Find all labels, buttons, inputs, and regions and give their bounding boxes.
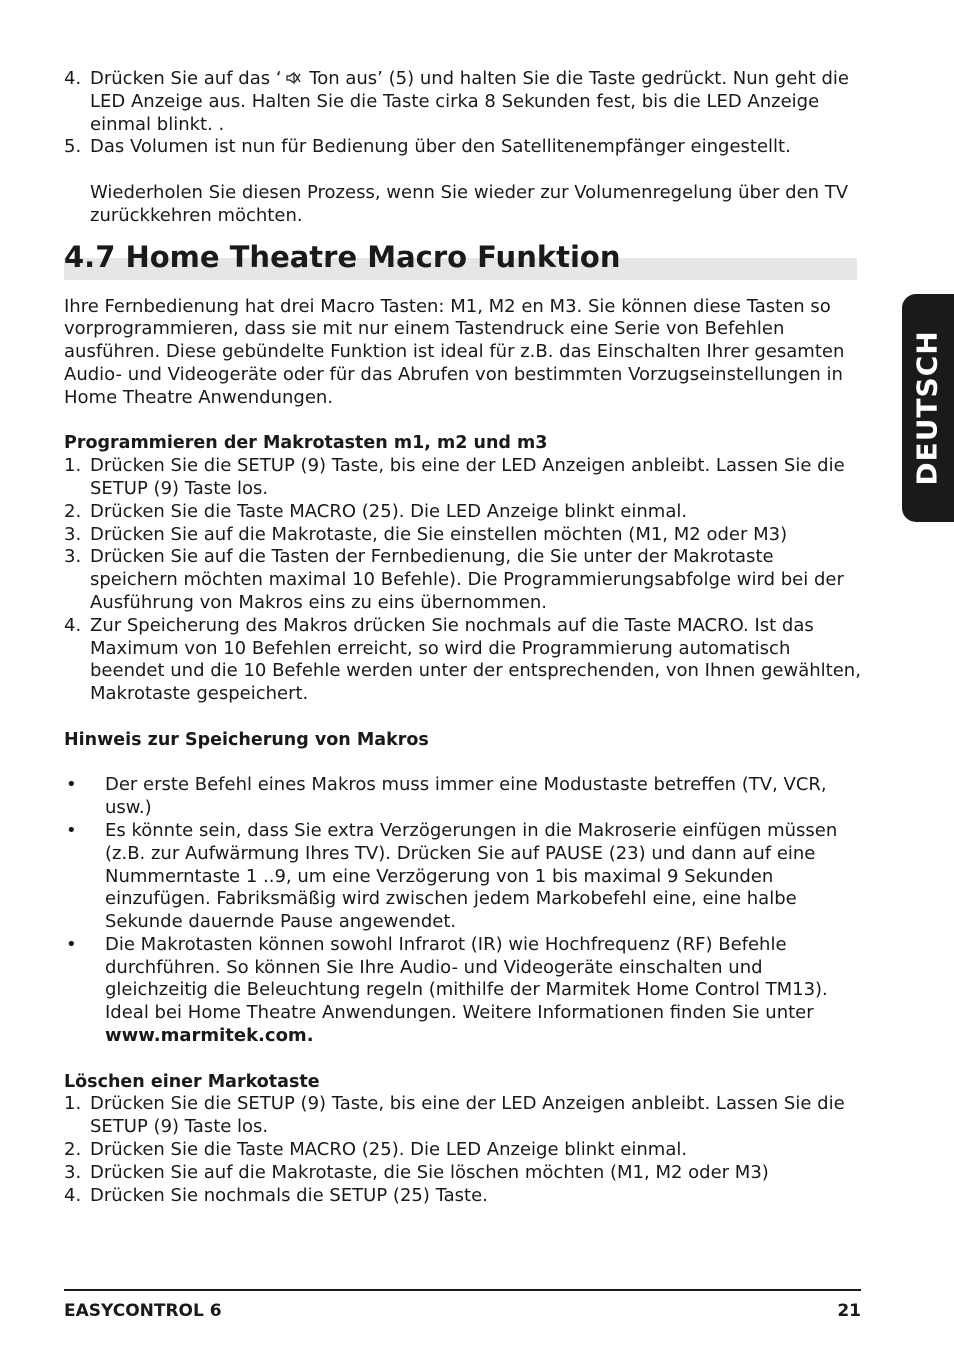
list-item [64,501,864,524]
section-title: 4.7 Home Theatre Macro Funktion [64,239,621,274]
list-item [64,136,864,159]
mute-speaker-icon [285,70,301,86]
list-number: 1. [64,455,82,477]
bullet-icon: • [66,774,77,796]
bullet-text: Der erste Befehl eines Makros muss immer eine Modustaste betreffen (TV, VCR, usw.) [105,774,827,819]
list-number: 5. [64,136,82,158]
note-text: Wiederholen Sie diesen Prozess, wenn Sie wieder zur Volumenregelung über den TV zurückkehren möchten. [90,181,849,226]
list-item [64,615,864,706]
note-paragraph [64,182,864,228]
page-content [64,68,864,1207]
list-item [64,524,864,547]
page-number: 21 [837,1301,861,1321]
list-text: Das Volumen ist nun für Bedienung über den Satellitenempfänger eingestellt. [90,136,791,158]
list-text: Drücken Sie nochmals die SETUP (25) Taste. [90,1184,488,1206]
bullet-item [64,820,864,934]
list-item [64,1093,864,1139]
bullet-icon: • [66,933,77,955]
list-number: 3. [64,523,82,545]
bullet-text-body: Die Makrotasten können sowohl Infrarot (IR) wie Hochfrequenz (RF) Befehle durchführen. So können Sie Ihre Audio- und Videogeräte einschalten und gleichzeitig die Beleuchtung regeln (mithilfe der Marmitek Home Control TM13). Ideal bei Home Theatre Anwendungen. Weitere Informationen finden Sie unter [105,933,828,1024]
list-text [90,68,864,136]
list-item [64,1139,864,1162]
list-item [64,546,864,614]
list-number: 4. [64,68,82,89]
list-item [64,455,864,501]
list-number: 4. [64,614,82,636]
hint-bullets [64,774,864,1048]
footer-divider [64,1289,861,1291]
list-text-pre: Drücken Sie auf das ‘ [90,68,282,89]
list-text: Drücken Sie die SETUP (9) Taste, bis eine der LED Anzeigen anbleibt. Lassen Sie die SETUP (9) Taste los. [90,455,845,499]
programming-heading: Programmieren der Makrotasten m1, m2 und m3 [64,433,548,454]
hint-heading: Hinweis zur Speicherung von Makros [64,729,429,750]
list-item [64,1185,864,1208]
list-number: 1. [64,1093,82,1115]
list-text: Drücken Sie auf die Makrotaste, die Sie einstellen möchten (M1, M2 oder M3) [90,523,788,545]
list-number: 4. [64,1184,82,1206]
delete-steps [64,1093,864,1207]
list-text: Drücken Sie auf die Makrotaste, die Sie löschen möchten (M1, M2 oder M3) [90,1161,769,1183]
list-text-post: Ton aus’ (5) und halten Sie die Taste gedrückt. Nun geht die LED Anzeige aus. Halten Sie die Taste cirka 8 Sekunden fest, bis die LED Anzeige einmal blinkt. . [90,68,849,135]
list-item [64,68,864,136]
list-item [64,1162,864,1185]
bullet-icon: • [66,819,77,841]
website-link[interactable]: www.marmitek.com. [105,1025,314,1047]
programming-steps [64,455,864,706]
language-tab [902,294,954,522]
language-tab-label: DEUTSCH [910,330,944,486]
section-heading [64,240,864,280]
intro-paragraph: Ihre Fernbedienung hat drei Macro Tasten: M1, M2 en M3. Sie können diese Tasten so vorprogrammieren, dass sie mit nur einem Tastendruck eine Serie von Befehlen ausführen. Diese gebündelte Funktion ist ideal für z.B. das Einschalten Ihrer gesamten Audio- und Videogeräte oder für das Abrufen von bestimmten Vorzugseinstellungen in Home Theatre Anwendungen. [64,295,845,408]
bullet-item [64,934,864,1048]
list-text: Drücken Sie die Taste MACRO (25). Die LED Anzeige blinkt einmal. [90,1139,688,1161]
list-text: Drücken Sie auf die Tasten der Fernbedienung, die Sie unter der Makrotaste speichern möchten maximal 10 Befehle). Die Programmierungsabfolge wird bei der Ausführung von Makros eins zu eins übernommen. [90,546,844,613]
delete-heading: Löschen einer Markotaste [64,1071,320,1092]
list-number: 2. [64,1139,82,1161]
list-text: Drücken Sie die SETUP (9) Taste, bis eine der LED Anzeigen anbleibt. Lassen Sie die SETUP (9) Taste los. [90,1093,845,1138]
list-number: 2. [64,500,82,522]
bullet-text: Es könnte sein, dass Sie extra Verzögerungen in die Makroserie einfügen müssen (z.B. zur Aufwärmung Ihres TV). Drücken Sie auf PAUSE (23) und dann auf eine Nummerntaste 1 ..9, um eine Verzögerung von 1 bis maximal 9 Sekunden einzufügen. Fabriksmäßig wird zwischen jedem Markobefehl eine, eine halbe Sekunde dauernde Pause angewendet. [105,819,838,933]
bullet-text [105,934,864,1048]
list-text: Drücken Sie die Taste MACRO (25). Die LED Anzeige blinkt einmal. [90,500,688,522]
list-number: 3. [64,546,82,568]
footer-product-name: EASYCONTROL 6 [64,1301,222,1321]
bullet-item [64,774,864,820]
list-number: 3. [64,1161,82,1183]
list-text: Zur Speicherung des Makros drücken Sie nochmals auf die Taste MACRO. Ist das Maximum von 10 Befehlen erreicht, so wird die Programmierung automatisch beendet und die 10 Befehle werden unter der entsprechenden, von Ihnen gewählten, Makrotaste gespeichert. [90,614,861,705]
